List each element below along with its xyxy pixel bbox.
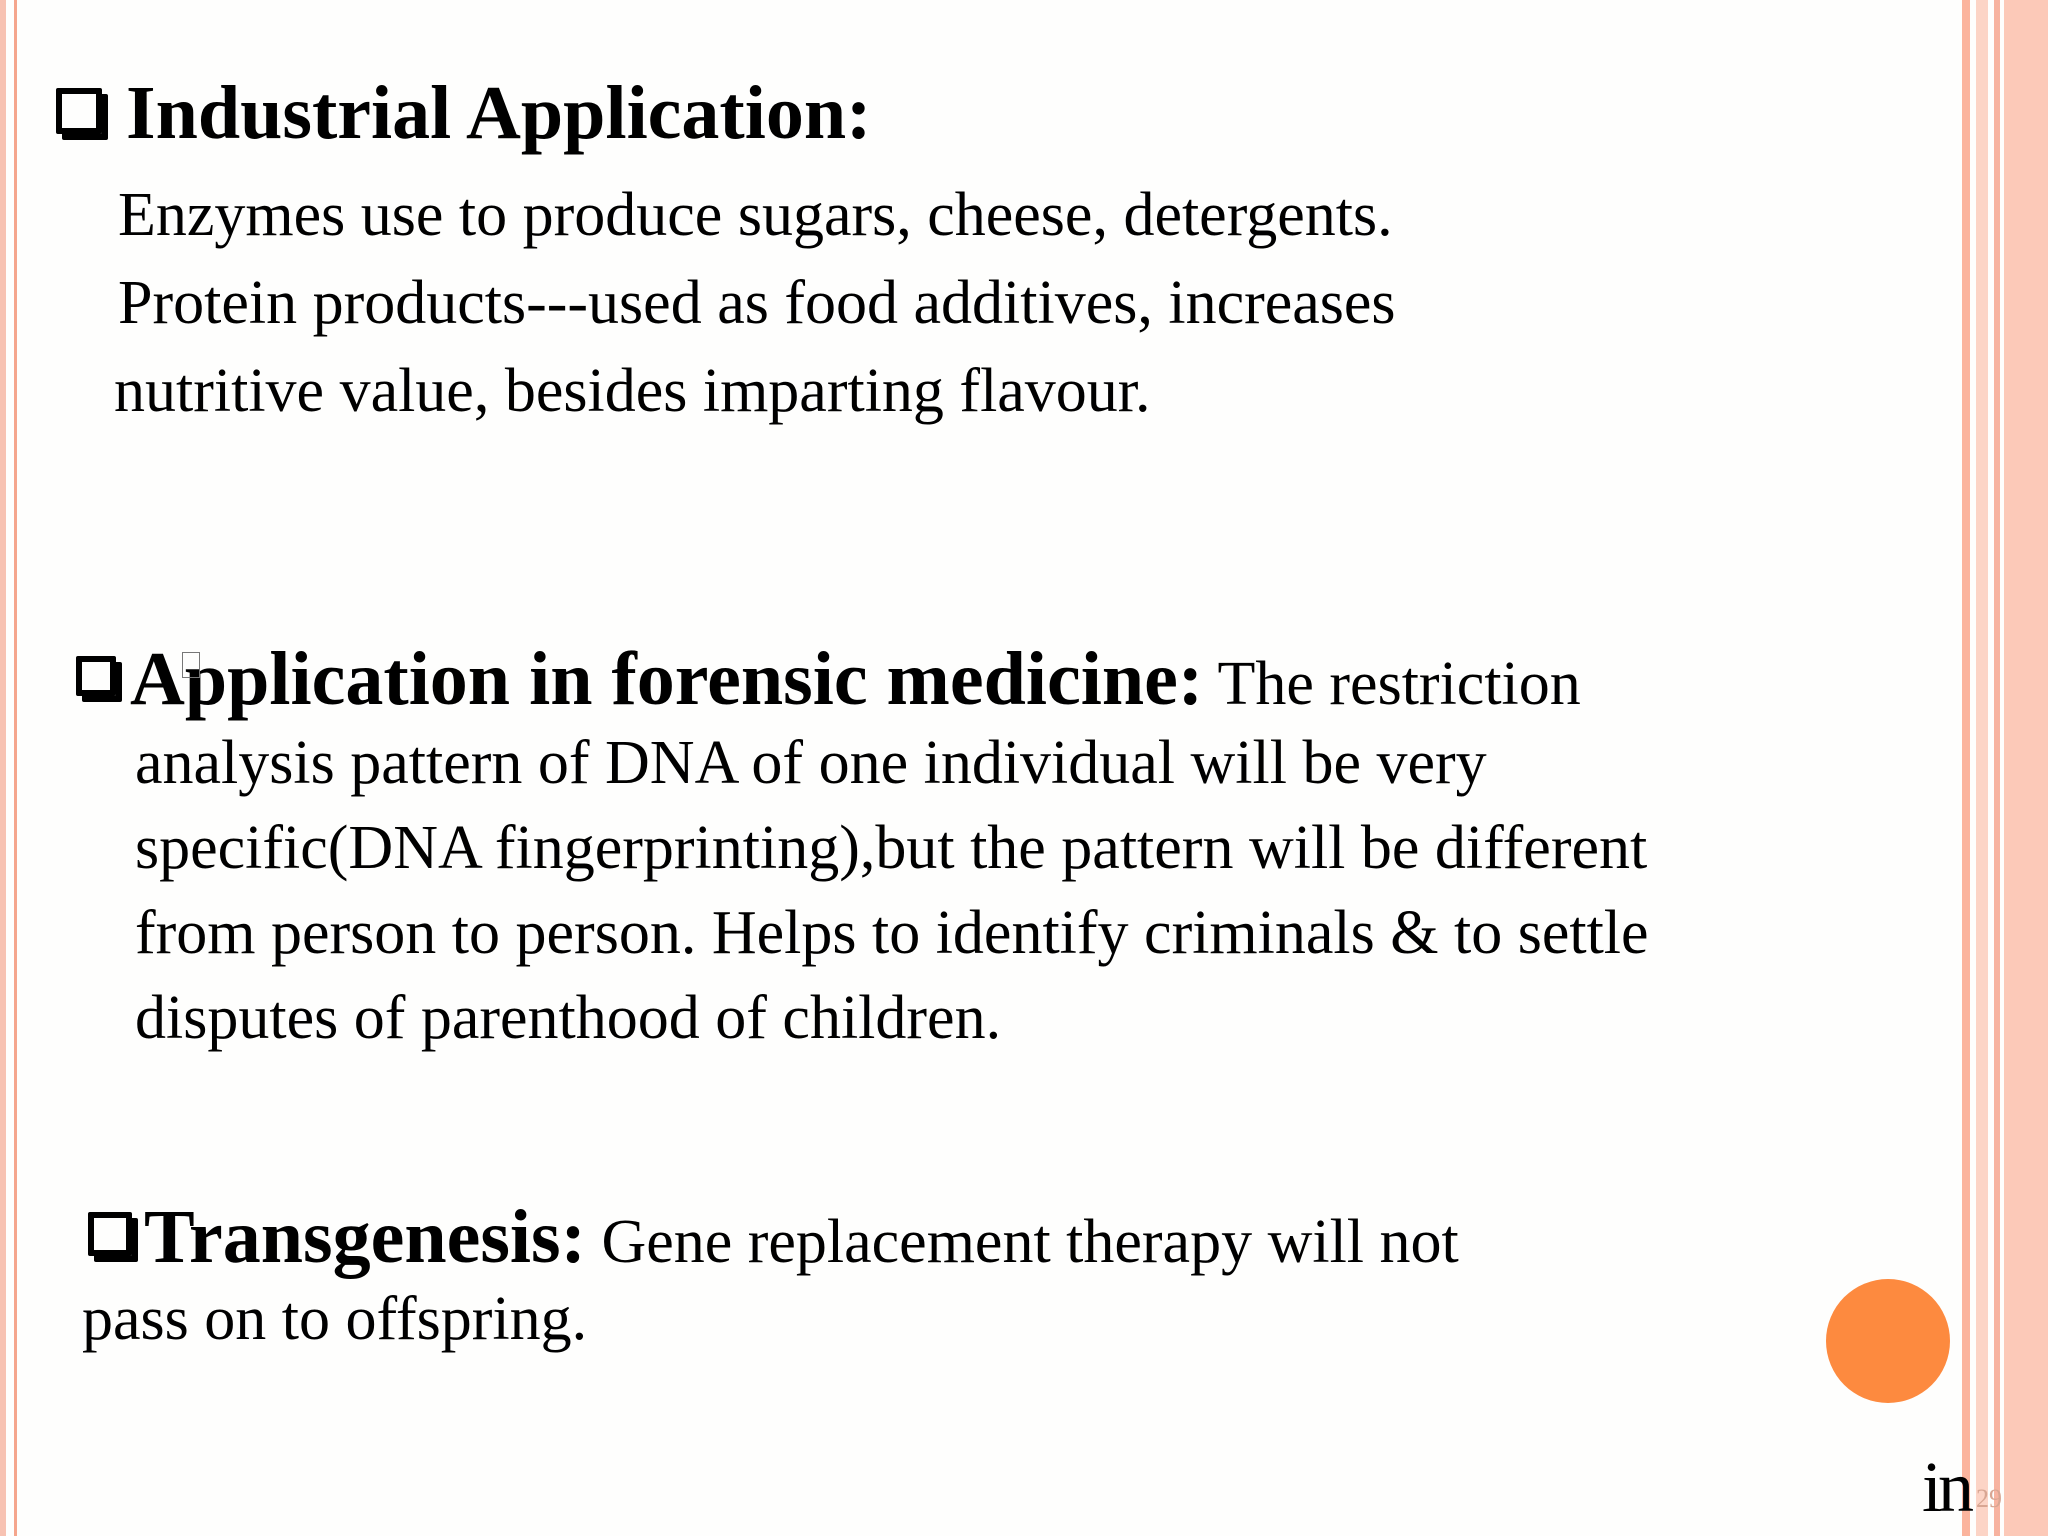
industrial-line: Protein products---used as food additives, increases [118, 269, 1396, 337]
transgenesis-line: pass on to offspring. [82, 1285, 588, 1353]
transgenesis-title: Transgenesis: [144, 1195, 586, 1279]
forensic-line: specific(DNA fingerprinting),but the pattern will be different [135, 814, 1648, 882]
industrial-line: nutritive value, besides imparting flavour. [114, 357, 1151, 425]
left-border-band [0, 0, 6, 1536]
checkbox-bullet-icon [88, 1212, 132, 1256]
right-border-bar [1994, 0, 2000, 1536]
checkbox-bullet-icon [56, 88, 102, 134]
right-border-bar [1962, 0, 1970, 1536]
accent-circle [1826, 1279, 1950, 1403]
transgenesis-first-line: Gene replacement therapy will not [585, 1208, 1459, 1276]
right-border-bar [2004, 0, 2048, 1536]
right-border-bar [1976, 0, 1988, 1536]
forensic-first-line: The restriction [1203, 650, 1581, 718]
forensic-line: analysis pattern of DNA of one individual will be very [135, 729, 1487, 797]
footer-mark: in [1922, 1447, 1971, 1527]
forensic-line: disputes of parenthood of children. [135, 984, 1002, 1052]
left-border-line [14, 0, 17, 1536]
page-number: 29 [1976, 1484, 2002, 1513]
forensic-line: from person to person. Helps to identify criminals & to settle [135, 899, 1649, 967]
transgenesis-heading [88, 1194, 1459, 1281]
checkbox-bullet-icon [76, 656, 116, 696]
forensic-title: Application in forensic medicine: [130, 637, 1204, 721]
forensic-heading [76, 636, 1581, 723]
industrial-title: Industrial Application: [126, 71, 872, 155]
industrial-line: Enzymes use to produce sugars, cheese, detergents. [118, 181, 1393, 249]
industrial-heading [56, 70, 871, 157]
missing-glyph-icon [182, 652, 200, 678]
